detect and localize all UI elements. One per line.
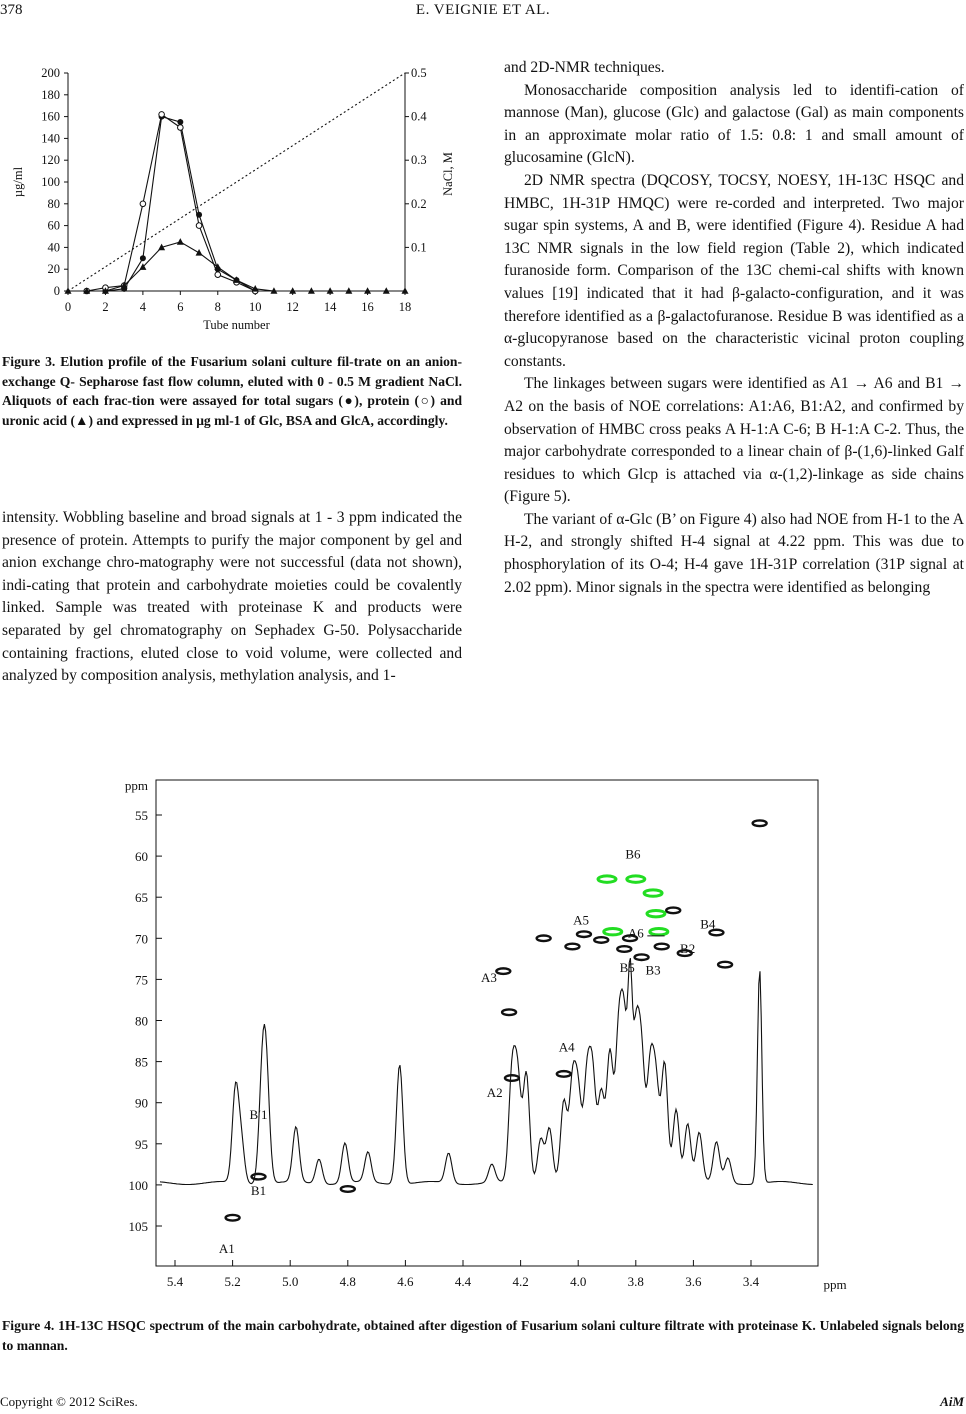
y-tick-label: 80 <box>135 1013 148 1029</box>
figure3-caption <box>2 352 462 430</box>
left-paragraph: intensity. Wobbling baseline and broad signals at 1 - 3 ppm indicated the presence of protein. Attempts to purify the major component by gel and anion exchange chro-matography were not successful (data not shown), indi-cating that protein and carbohydrate moieties could be covalently linked. Sample was treated with proteinase K and products were separated by gel chromatography on Sephadex G-50. Polysaccharide containing fractions, eluted close to void volume, were collected and analyzed by composition analysis, methylation analysis, and 1- <box>2 509 462 685</box>
cross-peak <box>496 968 510 974</box>
peak-label: A6 <box>627 925 644 941</box>
y-tick-label: 65 <box>135 890 148 906</box>
figure4-caption-text: 1H-13C HSQC spectrum of the main carbohydrate, obtained after digestion of Fusarium solani culture filtrate with proteinase K. Unlabeled signals belong to mannan. <box>2 1318 965 1353</box>
figure3-chart <box>0 55 470 345</box>
left-column <box>2 507 462 688</box>
uronic-acid-point <box>252 285 259 292</box>
cross-peak <box>617 946 631 952</box>
y-tick-label: 55 <box>135 808 148 823</box>
peak-label: A3 <box>480 969 497 985</box>
x-tick-label: 5.0 <box>282 1274 299 1289</box>
y-tick-label: 180 <box>41 87 60 102</box>
green-cross-peak <box>647 910 665 916</box>
cross-peak <box>557 1071 571 1077</box>
peak-label: A5 <box>573 912 590 928</box>
y-tick-label: 200 <box>41 66 60 80</box>
x-tick-label: 6 <box>177 300 184 314</box>
y-tick-label: 0 <box>53 284 60 298</box>
peak-label: B4 <box>700 916 716 932</box>
y-tick-label: 105 <box>128 1219 148 1234</box>
x-tick-label: 5.4 <box>166 1274 184 1289</box>
y2-axis-title: NaCl, M <box>441 152 455 196</box>
y-tick-label: 100 <box>41 175 60 189</box>
y-tick-label: 80 <box>47 196 60 211</box>
cross-peak <box>537 936 551 942</box>
peak-label: B3 <box>645 962 661 978</box>
1d-projection-trace <box>160 958 813 1184</box>
x-tick-label: 3.8 <box>627 1274 644 1289</box>
y-tick-label: 95 <box>135 1136 148 1152</box>
x-axis-unit: ppm <box>823 1277 847 1292</box>
y2-tick-label: 0.3 <box>411 153 427 168</box>
x-tick-label: 4.6 <box>397 1274 414 1289</box>
y-axis-unit: ppm <box>124 778 148 793</box>
y-tick-label: 20 <box>47 262 60 277</box>
x-tick-label: 0 <box>64 300 72 314</box>
peak-label: B6 <box>625 846 641 862</box>
peak-label: B1 <box>250 1182 267 1198</box>
figure4-caption <box>2 1316 964 1355</box>
y-tick-label: 75 <box>135 972 148 988</box>
page-header <box>0 2 966 24</box>
x-tick-label: 4.0 <box>570 1274 587 1289</box>
right-column <box>504 57 964 599</box>
uronic-acid-point <box>196 249 203 256</box>
right-paragraph-1: and 2D-NMR techniques. <box>504 59 665 76</box>
cross-peak <box>594 937 608 943</box>
x-tick-label: 3.4 <box>742 1274 760 1289</box>
x-tick-label: 10 <box>248 300 262 314</box>
y-tick-label: 60 <box>135 849 148 865</box>
x-tick-label: 3.6 <box>685 1274 702 1289</box>
protein-point <box>178 125 184 131</box>
green-cross-peak <box>644 890 662 896</box>
x-axis-title: Tube number <box>203 318 270 332</box>
sugar-point <box>140 255 146 261</box>
green-cross-peak <box>598 876 616 882</box>
y2-tick-label: 0.5 <box>411 66 427 80</box>
peak-label: A2 <box>486 1084 503 1100</box>
peak-label: A1 <box>218 1241 235 1257</box>
series-line-0 <box>87 117 256 291</box>
green-cross-peak <box>650 929 668 935</box>
peak-label: A4 <box>558 1039 575 1055</box>
cross-peak <box>718 962 732 968</box>
y-tick-label: 160 <box>41 109 60 124</box>
right-paragraph-2: Monosaccharide composition analysis led to identifi-cation of mannose (Man), glucose (Glc) and galactose (Gal) as main components in an approximate molar ratio of 1.5: 0.8: 1 and small amount of glucosamine (GlcN). <box>504 81 964 167</box>
figure3-caption-text: Elution profile of the Fusarium solani culture fil-trate on an anion-exchange Q- Sepharose fast flow column, eluted with 0 - 0.5 M gradient NaCl. Aliquots of each frac-tion were assayed for total sugars (●), protein (○) and uronic acid (▲) and expressed in μg ml-1 of Glc, BSA and GlcA, accordingly. <box>2 354 462 428</box>
y2-tick-label: 0.4 <box>411 109 427 124</box>
x-tick-label: 2 <box>102 300 109 314</box>
x-tick-label: 14 <box>323 300 337 314</box>
copyright-notice: Copyright © 2012 SciRes. <box>0 1394 138 1409</box>
green-cross-peak <box>604 929 622 935</box>
x-tick-label: 5.2 <box>224 1274 241 1289</box>
peak-label: B5 <box>619 960 635 976</box>
y-tick-label: 90 <box>135 1095 148 1111</box>
peak-label: B2 <box>680 941 696 957</box>
figure4-hsqc-spectrum <box>100 770 860 1300</box>
y-tick-label: 140 <box>41 131 60 146</box>
cross-peak <box>226 1215 240 1221</box>
right-paragraph-3: 2D NMR spectra (DQCOSY, TOCSY, NOESY, 1H-13C HSQC and HMBC, 1H-31P HMQC) were re-corded and interpreted. Two major sugar spin systems, A and B, were identified (Figure 4). Residue A had 13C NMR signals in the low field region (Table 2), which indicated furanoside form. Comparison of the 13C chemi-cal shifts with known values [19] indicated that it had β-galacto-configuration, and it was therefore identified as a β-galactofuranose. Residue B was identified as a α-glucopyranose based on the characteristic vicinal proton coupling constants. <box>504 171 964 370</box>
running-title: E. VEIGNIE ET AL. <box>415 2 551 18</box>
x-tick-label: 16 <box>361 300 374 314</box>
x-tick-label: 18 <box>398 300 412 314</box>
y-axis-title: µg/ml <box>11 166 25 198</box>
y-tick-label: 60 <box>47 218 60 233</box>
protein-point <box>196 223 202 229</box>
series-line-1 <box>87 114 256 291</box>
cross-peak <box>341 1186 355 1192</box>
protein-point <box>215 272 221 278</box>
uronic-acid-point <box>177 238 184 245</box>
x-tick-label: 12 <box>286 300 299 314</box>
cross-peak <box>505 1075 519 1081</box>
y-tick-label: 40 <box>47 240 60 255</box>
y-tick-label: 85 <box>135 1054 148 1070</box>
y2-tick-label: 0.1 <box>411 240 427 255</box>
cross-peak <box>577 931 591 937</box>
green-cross-peak <box>627 876 645 882</box>
cross-peak <box>655 944 669 950</box>
y-tick-label: 120 <box>41 153 60 168</box>
right-paragraph-5: The variant of α-Glc (B’ on Figure 4) also had NOE from H-1 to the A H-2, and strongly shifted H-4 signal at 4.22 ppm. This was due to phosphorylation of its O-4; H-4 gave 1H-31P correlation (31P signal at 2.02 ppm). Minor signals in the spectra were identified as belonging <box>504 510 964 596</box>
series-line-3 <box>68 73 405 291</box>
journal-abbrev: AiM <box>940 1394 964 1409</box>
protein-point <box>159 112 165 118</box>
cross-peak <box>252 1174 266 1180</box>
figure4-caption-label: Figure 4. <box>2 1318 55 1333</box>
x-tick-label: 8 <box>214 300 221 314</box>
right-paragraph-4: The linkages between sugars were identified as A1 → A6 and B1 → A2 on the basis of NOE correlations: A1:A6, B1:A2, and confirmed by observation of HMBC cross peaks A H-1:A C-6; B H-1:A C-2. Thus, the major carbohydrate corresponded to a linear chain of β-(1,6)-linked Galf residues to which Glcp is attached via α-(1,2)-linkage as side chains (Figure 5). <box>504 375 964 506</box>
x-tick-label: 4 <box>139 300 147 314</box>
y-tick-label: 70 <box>135 931 148 947</box>
y2-tick-label: 0.2 <box>411 196 427 211</box>
page-number: 378 <box>0 2 23 18</box>
cross-peak <box>666 908 680 914</box>
cross-peak <box>753 820 767 826</box>
cross-peak <box>502 1009 516 1015</box>
cross-peak <box>635 954 649 960</box>
x-tick-label: 4.4 <box>454 1274 472 1289</box>
x-tick-label: 4.2 <box>512 1274 529 1289</box>
peak-label: B′1 <box>249 1107 268 1123</box>
cross-peak <box>565 944 579 950</box>
y-tick-label: 100 <box>128 1177 148 1193</box>
protein-point <box>140 201 146 207</box>
uronic-acid-point <box>214 263 221 270</box>
figure3-caption-label: Figure 3. <box>2 354 56 369</box>
sugar-point <box>177 119 183 125</box>
x-tick-label: 4.8 <box>339 1274 356 1289</box>
